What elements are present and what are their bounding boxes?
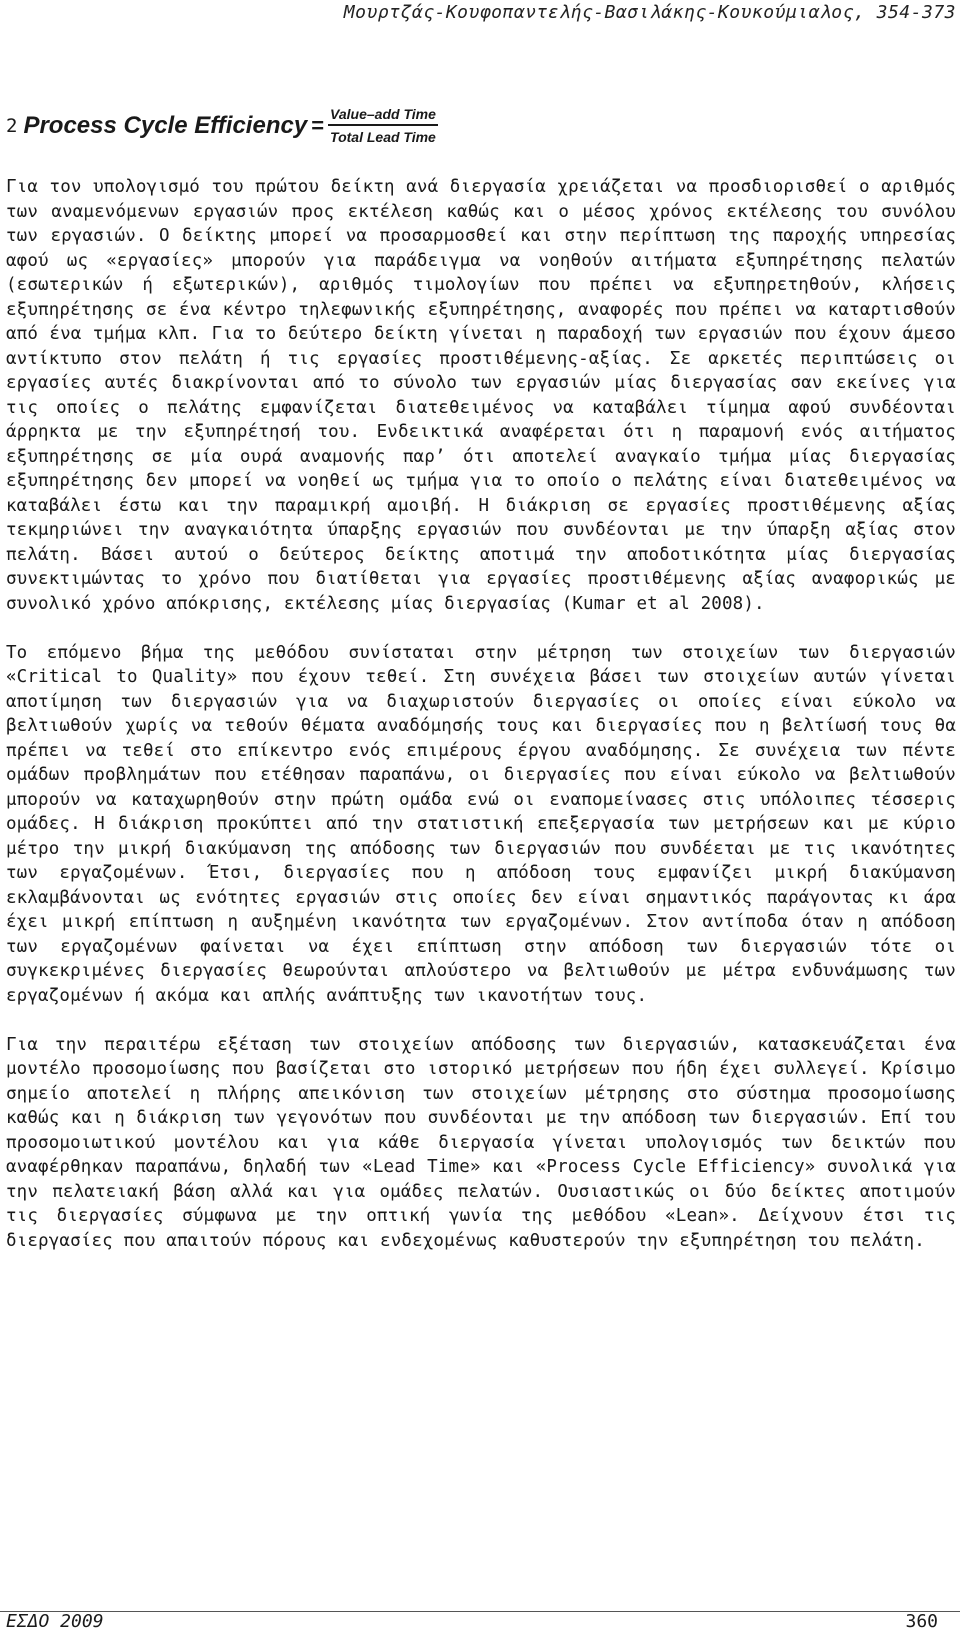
body-text: [6, 175, 956, 1278]
formula-lhs: Process Cycle Efficiency: [23, 111, 308, 139]
paragraph-2: Το επόμενο βήμα της μεθόδου συνίσταται στην μέτρηση των στοιχείων των διεργασιών «Critical to Quality» που έχουν τεθεί. Στη συνέχεια βάσει των στοιχείων αυτών γίνεται αποτίμηση των διεργασιών για να διαχωριστούν διεργασίες οι οποίες είναι εύκολο να βελτιωθούν χωρίς να τεθούν θέματα αναδόμησής τους και διεργασίες που η βελτίωσή τους θα πρέπει να τεθεί στο επίκεντρο ενός επιμέρους έργου αναδόμησης. Σε συνέχεια των πέντε ομάδων προβλημάτων που ετέθησαν παραπάνω, οι διεργασίες που είναι εύκολο να βελτιωθούν μπορούν να καταχωρηθούν στην πρώτη ομάδα ενώ οι εναπομείνασες στις υπόλοιπες τέσσερις ομάδες. Η διάκριση προκύπτει από την στατιστική επεξεργασία των μετρήσεων και με κύριο μέτρο την μικρή διακύμανση της απόδοσης των διεργασιών που συνδέεται με τις ικανότητες των εργαζομένων. Έτσι, διεργασίες που η απόδοση τους εμφανίζει μικρή διακύμανση εκλαμβάνονται ως ενότητες εργασιών στις οποίες δεν είναι σημαντικός παράγοντας κι άρα έχει μικρή επίπτωση η αυξημένη ικανότητα των εργαζομένων. Στον αντίποδα όταν η απόδοση των εργαζομένων φαίνεται να έχει επίπτωση στην απόδοση των διεργασιών τότε οι συγκεκριμένες διεργασίες θεωρούνται απλούστερο να βελτιωθούν με μέτρα ενδυνάμωσης των εργαζομένων ή ακόμα και απλής ανάπτυξης των ικανοτήτων τους.: [6, 642, 956, 1006]
footer-page-number: 360: [905, 1611, 938, 1632]
footer-journal: ΕΣΔΟ 2009: [6, 1611, 104, 1632]
formula-denominator: Total Lead Time: [330, 129, 436, 145]
paragraph-3: Για την περαιτέρω εξέταση των στοιχείων απόδοσης των διεργασιών, κατασκευάζεται ένα μοντέλο προσομοίωσης που βασίζεται στο ιστορικό μετρήσεων που ήδη έχει συλλεγεί. Κρίσιμο σημείο αποτελεί η πλήρης απεικόνιση των στοιχείων μέτρησης στο σύστημα προσομοίωσης καθώς και η διάκριση των γεγονότων που συνδέονται με την απόδοση των διεργασιών. Επί του προσομοιωτικού μοντέλου και για κάθε διεργασία γίνεται υπολογισμός των δεικτών που αναφέρθηκαν παραπάνω, δηλαδή των «Lead Time» και «Process Cycle Efficiency» συνολικά για την πελατειακή βάση αλλά και για ομάδες πελατών. Ουσιαστικώς οι δύο δείκτες αποτιμούν τις διεργασίες σύμφωνα με την οπτική γωνία της μεθόδου «Lean». Δείχνουν έτσι τις διεργασίες που απαιτούν πόρους και ενδεχομένως καθυστερούν την εξυπηρέτηση του πελάτη.: [6, 1034, 956, 1251]
formula-equals: =: [311, 112, 325, 138]
formula-numerator: Value–add Time: [330, 106, 436, 122]
formula-fraction: [328, 106, 438, 145]
footer-divider: [0, 1611, 960, 1612]
formula-number: 2: [6, 114, 18, 137]
formula-process-cycle-efficiency: [6, 106, 438, 145]
running-header: Μουρτζάς-Κουφοπαντελής-Βασιλάκης-Κουκούμιαλος, 354-373: [343, 2, 956, 23]
paragraph-1: Για τον υπολογισμό του πρώτου δείκτη ανά διεργασία χρειάζεται να προσδιορισθεί ο αριθμός των αναμενόμενων εργασιών προς εκτέλεση καθώς και ο μέσος χρόνος εκτέλεσης του συνόλου των εργασιών. Ο δείκτης μπορεί να προσαρμοσθεί και στην περίπτωση της παροχής υπηρεσίας αφού ως «εργασίες» μπορούν για παράδειγμα να νοηθούν αιτήματα εξυπηρέτησης πελατών (εσωτερικών ή εξωτερικών), αριθμός τιμολογίων που πρέπει να εξυπηρετηθούν, κλήσεις εξυπηρέτησης σε ένα κέντρο τηλεφωνικής εξυπηρέτησης, αναφορές που πρέπει να καταρτισθούν από ένα τμήμα κλπ. Για το δεύτερο δείκτη γίνεται η παραδοχή των εργασιών που έχουν άμεσο αντίκτυπο στον πελάτη ή τις εργασίες προστιθέμενης-αξίας. Σε αρκετές περιπτώσεις οι εργασίες αυτές διακρίνονται από το σύνολο των εργασιών μίας διεργασίας σαν εκείνες για τις οποίες ο πελάτης εμφανίζεται διατεθειμένος να καταβάλει τίμημα αφού συνδέονται άρρηκτα με την εξυπηρέτησή του. Ενδεικτικά αναφέρεται ότι η παραμονή ενός αιτήματος εξυπηρέτησης σε μία ουρά αναμονής παρ’ ότι αποτελεί αναγκαίο τμήμα μίας διεργασίας εξυπηρέτησης δεν μπορεί να νοηθεί ως τμήμα για το οποίο ο πελάτης είναι διατεθειμένος να καταβάλει έστω και την παραμικρή αμοιβή. Η διάκριση σε εργασίες προστιθέμενης αξίας τεκμηριώνει την αναγκαιότητα ύπαρξης εργασιών που συνδέονται με την ύπαρξη αξίας στον πελάτη. Βάσει αυτού ο δεύτερος δείκτης αποτιμά την αποδοτικότητα μίας διεργασίας συνεκτιμώντας το χρόνο που διατίθεται για εργασίες προστιθέμενης αξίας αναφορικώς με συνολικό χρόνο απόκρισης, εκτέλεσης μίας διεργασίας (Kumar et al 2008).: [6, 177, 956, 614]
